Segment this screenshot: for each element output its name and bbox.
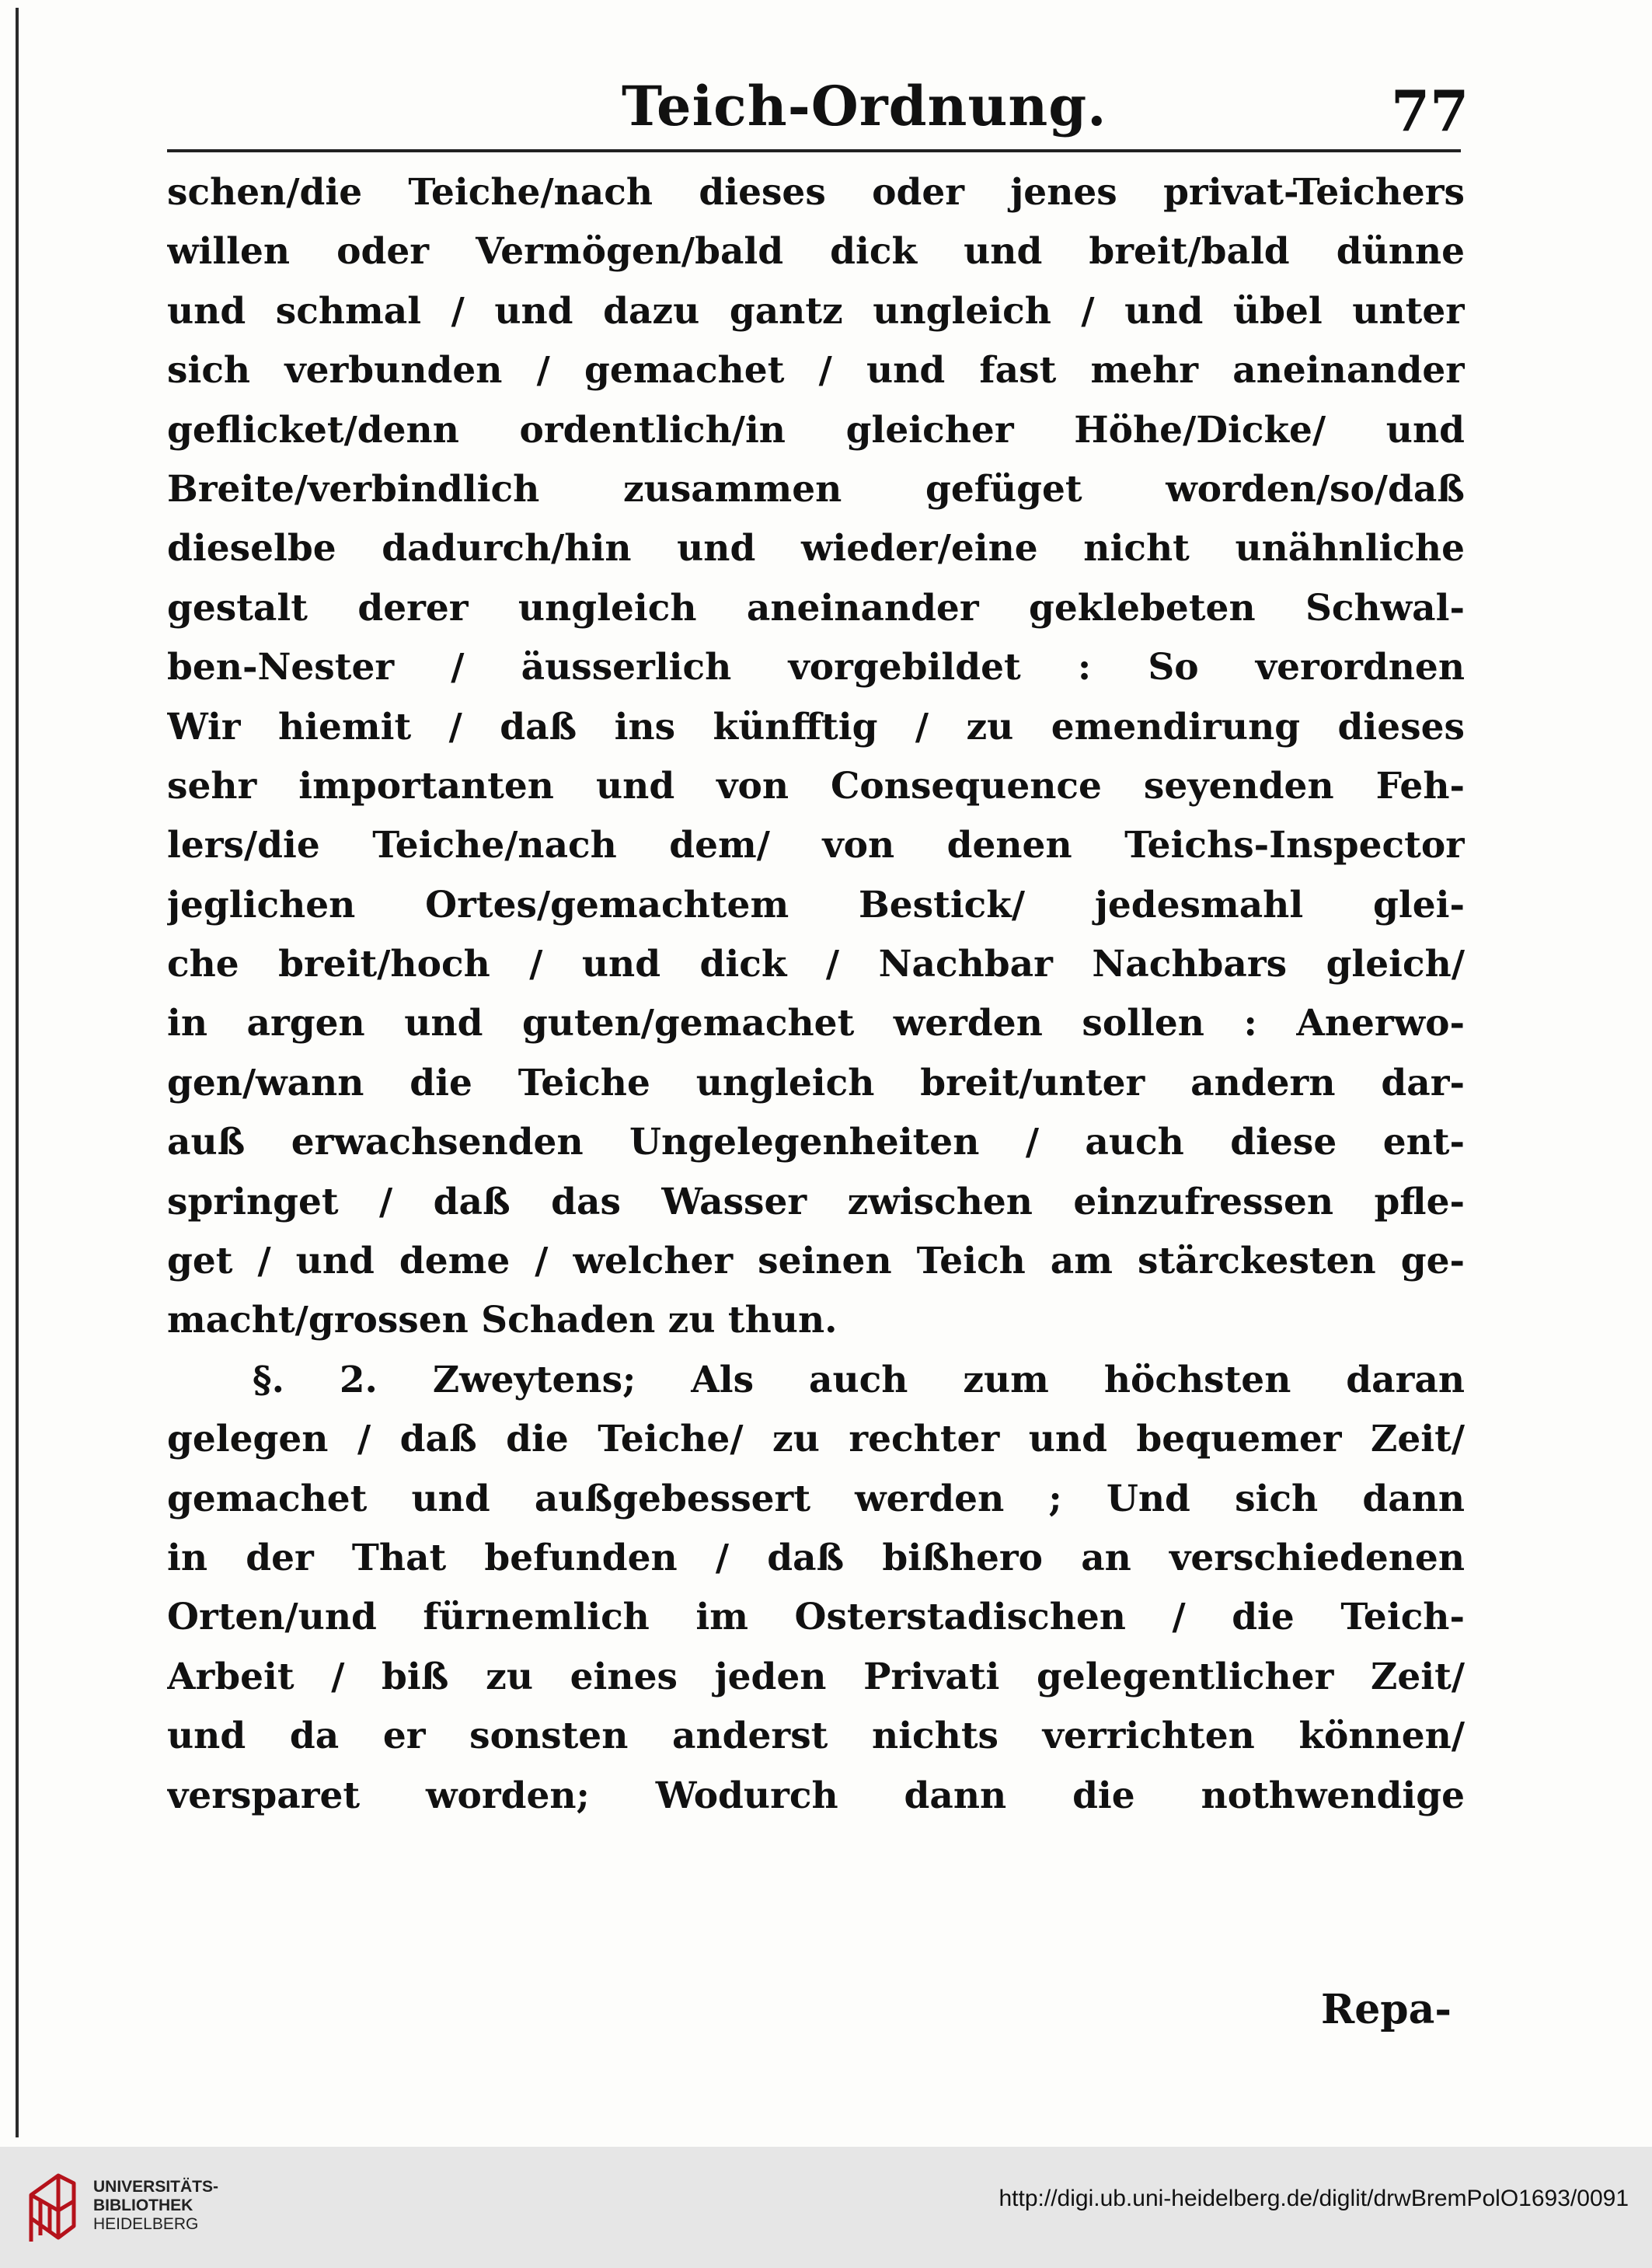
text-line: sich verbunden / gemachet / und fast mehr aneinander — [167, 349, 1465, 393]
page-edge-rule — [16, 8, 19, 2137]
text-line: willen oder Vermögen/bald dick und breit/bald dünne — [167, 230, 1465, 274]
source-url[interactable]: http://digi.ub.uni-heidelberg.de/diglit/drwBremPolO1693/0091 — [999, 2186, 1629, 2211]
text-line: in argen und guten/gemachet werden sollen : Anerwo- — [167, 1002, 1465, 1045]
running-head: Teich-Ordnung. — [622, 74, 1107, 138]
text-line: gemachet und außgebessert werden ; Und sich dann — [167, 1477, 1465, 1520]
text-line: Orten/und fürnemlich im Osterstadischen / die Teich- — [167, 1596, 1465, 1639]
library-name-line: HEIDELBERG — [93, 2215, 199, 2233]
body-text — [167, 163, 1465, 1826]
library-logo-icon — [16, 2164, 85, 2249]
text-line: schen/die Teiche/nach dieses oder jenes privat-Teichers — [167, 171, 1465, 214]
text-line: get / und deme / welcher seinen Teich am stärckesten ge- — [167, 1240, 1465, 1283]
catchword: Repa- — [1321, 1986, 1452, 2033]
library-name — [93, 2178, 218, 2234]
text-line: geflicket/denn ordentlich/in gleicher Höhe/Dicke/ und — [167, 408, 1465, 452]
text-line: versparet worden; Wodurch dann die nothwendige — [167, 1774, 1465, 1817]
text-line: gen/wann die Teiche ungleich breit/unter andern dar- — [167, 1061, 1465, 1104]
text-line: che breit/hoch / und dick / Nachbar Nachbars gleich/ — [167, 943, 1465, 986]
text-line: gestalt derer ungleich aneinander geklebeten Schwal- — [167, 586, 1465, 630]
text-line: lers/die Teiche/nach dem/ von denen Teichs-Inspector — [167, 824, 1465, 867]
text-line: Breite/verbindlich zusammen gefüget worden/so/daß — [167, 467, 1465, 511]
text-line: gelegen / daß die Teiche/ zu rechter und bequemer Zeit/ — [167, 1418, 1465, 1461]
text-line: sehr importanten und von Consequence seyenden Feh- — [167, 764, 1465, 808]
text-line: auß erwachsenden Ungelegenheiten / auch diese ent- — [167, 1121, 1465, 1164]
footer-bar — [0, 2147, 1652, 2268]
text-line: ben-Nester / äusserlich vorgebildet : So verordnen — [167, 646, 1465, 689]
section-heading-line: §. 2. Zweytens; Als auch zum höchsten daran — [253, 1358, 1465, 1401]
text-line: springet / daß das Wasser zwischen einzufressen pfle- — [167, 1180, 1465, 1223]
text-line: jeglichen Ortes/gemachtem Bestick/ jedesmahl glei- — [167, 883, 1465, 926]
text-line: und schmal / und dazu gantz ungleich / und übel unter — [167, 289, 1465, 333]
header-rule — [167, 149, 1461, 152]
text-line: Arbeit / biß zu eines jeden Privati gelegentlicher Zeit/ — [167, 1655, 1465, 1698]
text-line: in der That befunden / daß bißhero an verschiedenen — [167, 1536, 1465, 1579]
text-line: dieselbe dadurch/hin und wieder/eine nicht unähnliche — [167, 527, 1465, 570]
library-name-line: BIBLIOTHEK — [93, 2196, 193, 2214]
text-line: und da er sonsten anderst nichts verrichten können/ — [167, 1715, 1465, 1758]
text-line: macht/grossen Schaden zu thun. — [167, 1299, 838, 1342]
library-name-line: UNIVERSITÄTS- — [93, 2178, 219, 2196]
text-line: Wir hiemit / daß ins künfftig / zu emendirung dieses — [167, 705, 1465, 748]
page-number: 77 — [1391, 78, 1469, 144]
